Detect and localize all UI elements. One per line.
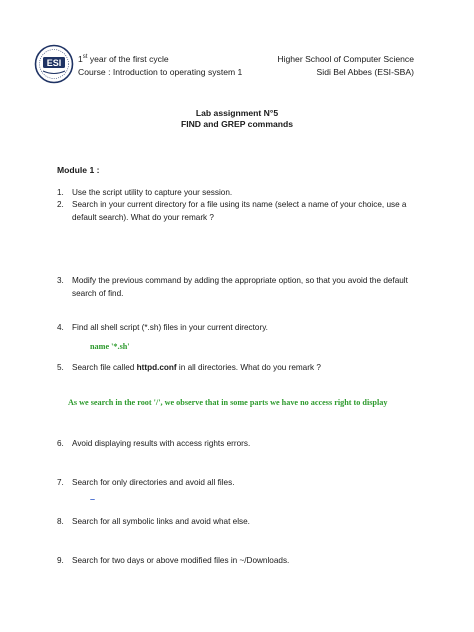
module-heading: Module 1 : [57, 165, 100, 175]
header-right [277, 53, 414, 79]
filename-httpd-conf: httpd.conf [136, 363, 177, 372]
header-left [78, 53, 242, 79]
school-name: Higher School of Computer Science [277, 54, 414, 64]
doc-title-line2: FIND and GREP commands [180, 119, 294, 129]
course-line: Course : Introduction to operating system 1 [78, 67, 243, 77]
document-page: ESI 1st year of the first cycle Course : Introduction to operating system 1 Higher School of Computer Science Sidi Bel Abbes (ESI-SBA) Lab assignment N°5 FIND and GREP commands Module 1 : 1. Use the script utility to capture your session. 2. Search in your current directory for a file using its name (select a name of your choice, use a default search). What do your remark ? 3. Modify the previous command by adding the appropriate option, so that you avoid the default search of find. 4. Find all shell script (*.sh) files in your current directory. name '*.sh' 5. Search file called httpd.conf in all directories. What do you remark ? As we search in the root '/', we observe that in some parts we have no access right to display 6. Avoid displaying results with access rights errors. 7. Search for only directories and avoid all files. – 8. Search for all symbolic links and avoid what else. 9. Search for two days or above modified files in ~/Downloads. [0, 0, 474, 632]
answer-4: name '*.sh' [90, 342, 130, 351]
doc-title-line1: Lab assignment N°5 [195, 108, 279, 118]
answer-7: – [90, 494, 96, 504]
logo-text: ESI [46, 58, 62, 68]
answer-5: As we search in the root '/', we observe that in some parts we have no access right to display [68, 398, 388, 407]
cycle-line: 1st year of the first cycle [78, 54, 169, 64]
school-city: Sidi Bel Abbes (ESI-SBA) [316, 67, 414, 77]
school-logo [34, 44, 74, 84]
